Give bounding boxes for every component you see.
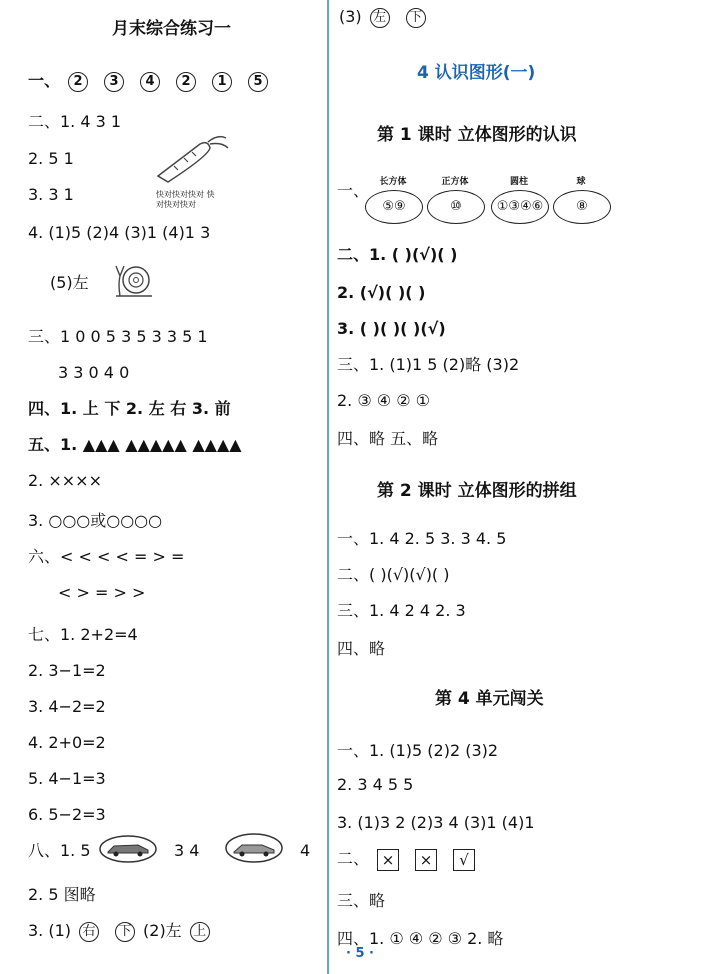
answer-line: (5)左: [50, 273, 89, 292]
answer-line: [337, 848, 483, 871]
answer-line: [339, 6, 434, 28]
car-icon: [98, 834, 158, 864]
answer-line: 5. 4−1=3: [28, 769, 106, 788]
oval-answer: ⑧: [553, 190, 611, 224]
car-icon: [224, 832, 284, 864]
circled-answer: 2: [176, 72, 196, 92]
answer-line: 六、< < < < = > =: [28, 547, 185, 566]
answer-line: 3 4: [174, 841, 200, 860]
answer-line: 四、略: [337, 639, 386, 658]
answer-line: 4. 2+0=2: [28, 733, 106, 752]
oval-label: 长方体: [379, 177, 407, 187]
answer-line: [28, 920, 218, 942]
answer-line: 三、1. (1)1 5 (2)略 (3)2: [337, 355, 520, 374]
answer-line: 2. (√)( )( ): [337, 283, 426, 302]
answer-line: 一、1. 4 2. 5 3. 3 4. 5: [337, 529, 507, 548]
answer-line: 三、1 0 0 5 3 5 3 3 5 1: [28, 327, 208, 346]
answer-line: 七、1. 2+2=4: [28, 625, 138, 644]
circled-answer: 5: [248, 72, 268, 92]
answer-line: 4. (1)5 (2)4 (3)1 (4)1 3: [28, 223, 211, 242]
oval-label: 圆柱: [509, 177, 528, 187]
answer-line: 2. ③ ④ ② ①: [337, 391, 430, 410]
lesson-title: 第 2 课时 立体图形的拼组: [377, 481, 577, 501]
answer-line: 2. ××××: [28, 471, 102, 490]
answer-line: 二、( )(√)(√)( ): [337, 565, 450, 584]
page-number: · 5 ·: [346, 946, 374, 961]
oval-answer: ⑤⑨: [365, 190, 423, 224]
boxed-answer: ×: [415, 849, 437, 871]
answer-line: 2. 3 4 5 5: [337, 775, 414, 794]
section-title: 月末综合练习一: [112, 19, 231, 39]
answer-line: 3 3 0 4 0: [58, 363, 130, 382]
answer-line: 2. 5 图略: [28, 885, 96, 904]
oval-answer: ⑩: [427, 190, 485, 224]
answer-line: 3. ( )( )( )(√): [337, 319, 446, 338]
answer-label: 3. (1): [28, 921, 72, 940]
circled-answer: 下: [115, 922, 135, 942]
answer-line: 三、略: [337, 891, 386, 910]
circled-answer: 3: [104, 72, 124, 92]
answer-line: 3. ○○○或○○○○: [28, 511, 163, 530]
answer-line: [28, 70, 276, 92]
answer-line: 2. 3−1=2: [28, 661, 106, 680]
answer-label: 一、: [337, 181, 370, 200]
circled-answer: 左: [370, 8, 390, 28]
answer-line: < > = > >: [58, 583, 146, 602]
answer-label: 二、: [337, 849, 370, 868]
carrot-icon: [148, 132, 238, 192]
answer-line: 二、1. 4 3 1: [28, 112, 122, 131]
oval-answer: ①③④⑥: [491, 190, 549, 224]
answer-line: 五、1. ▲▲▲ ▲▲▲▲▲ ▲▲▲▲: [28, 435, 242, 454]
circled-answer: 4: [140, 72, 160, 92]
answer-line: 四、1. ① ④ ② ③ 2. 略: [337, 929, 504, 948]
answer-line: 3. 4−2=2: [28, 697, 106, 716]
carrot-caption: 快对快对快对 快对快对快对: [156, 190, 215, 209]
answer-line: 四、略 五、略: [337, 429, 439, 448]
circled-answer: 下: [406, 8, 426, 28]
answer-label: 一、: [28, 71, 61, 90]
answer-line: 3. 3 1: [28, 185, 74, 204]
answer-line: 2. 5 1: [28, 149, 74, 168]
circled-answer: 2: [68, 72, 88, 92]
snail-icon: [112, 260, 156, 300]
lesson-title: 第 1 课时 立体图形的认识: [377, 125, 577, 145]
answer-line: 4: [300, 841, 311, 860]
answer-text: (2)左: [143, 921, 182, 940]
answer-line: 四、1. 上 下 2. 左 右 3. 前: [28, 399, 231, 418]
circled-answer: 1: [212, 72, 232, 92]
answer-line: 八、1. 5: [28, 841, 91, 860]
circled-answer: 右: [79, 922, 99, 942]
answer-line: 3. (1)3 2 (2)3 4 (3)1 (4)1: [337, 813, 535, 832]
unit-title: 4 认识图形(一): [417, 63, 536, 83]
column-divider: [327, 0, 329, 974]
answer-line: 三、1. 4 2 4 2. 3: [337, 601, 466, 620]
boxed-answer: √: [453, 849, 475, 871]
oval-label: 球: [576, 177, 586, 187]
boxed-answer: ×: [377, 849, 399, 871]
lesson-title: 第 4 单元闯关: [435, 689, 544, 709]
answer-line: 6. 5−2=3: [28, 805, 106, 824]
circled-answer: 上: [190, 922, 210, 942]
answer-label: (3): [339, 7, 362, 26]
oval-label: 正方体: [441, 177, 469, 187]
answer-line: 二、1. ( )(√)( ): [337, 245, 458, 264]
answer-line: 一、1. (1)5 (2)2 (3)2: [337, 741, 499, 760]
